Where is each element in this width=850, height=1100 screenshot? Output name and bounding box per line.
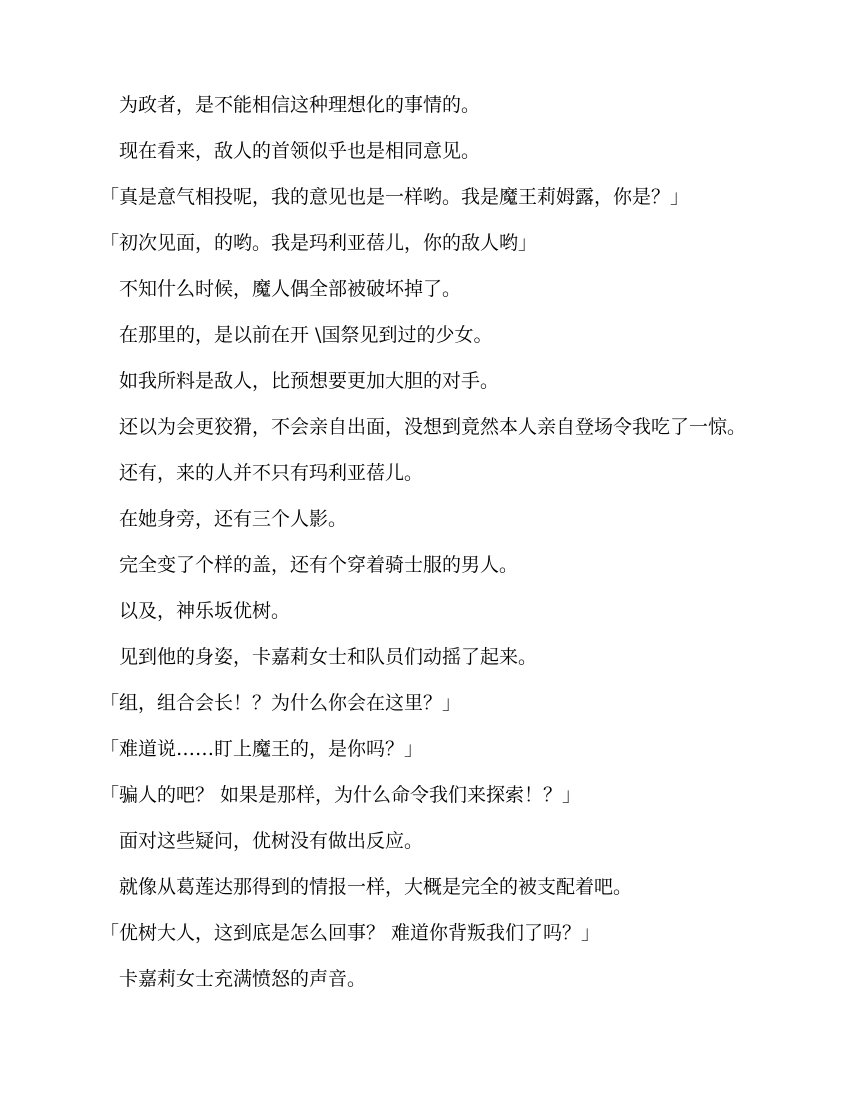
- paragraph: 以及，神乐坂优树。: [100, 600, 291, 622]
- paragraph: 在那里的，是以前在开 \国祭见到过的少女。: [100, 324, 493, 346]
- dialogue-line: 「骗人的吧？ 如果是那样，为什么命令我们来探索！？」: [100, 784, 582, 806]
- paragraph: 现在看来，敌人的首领似乎也是相同意见。: [100, 140, 481, 162]
- dialogue-line: 「真是意气相投呢，我的意见也是一样哟。我是魔王莉姆露，你是？」: [100, 186, 690, 208]
- paragraph: 面对这些疑问，优树没有做出反应。: [100, 830, 424, 852]
- paragraph: 不知什么时候，魔人偶全部被破坏掉了。: [100, 278, 462, 300]
- dialogue-line: 「难道说……盯上魔王的，是你吗？」: [100, 738, 424, 760]
- dialogue-line: 「优树大人，这到底是怎么回事？ 难道你背叛我们了吗？」: [100, 922, 601, 944]
- dialogue-line: 「初次见面，的哟。我是玛利亚蓓儿，你的敌人哟」: [100, 232, 538, 254]
- paragraph: 如我所料是敌人，比预想要更加大胆的对手。: [100, 370, 500, 392]
- paragraph: 就像从葛莲达那得到的情报一样，大概是完全的被支配着吧。: [100, 876, 633, 898]
- paragraph: 完全变了个样的盖，还有个穿着骑士服的男人。: [100, 554, 519, 576]
- paragraph: 见到他的身姿，卡嘉莉女士和队员们动摇了起来。: [100, 646, 538, 668]
- dialogue-line: 「组，组合会长！？为什么你会在这里？」: [100, 692, 462, 714]
- paragraph: 为政者，是不能相信这种理想化的事情的。: [100, 94, 481, 116]
- paragraph: 还有，来的人并不只有玛利亚蓓儿。: [100, 462, 424, 484]
- paragraph: 还以为会更狡猾，不会亲自出面，没想到竟然本人亲自登场令我吃了一惊。: [100, 416, 747, 438]
- paragraph: 在她身旁，还有三个人影。: [100, 508, 348, 530]
- paragraph: 卡嘉莉女士充满愤怒的声音。: [100, 968, 367, 990]
- document-page: [100, 92, 750, 1012]
